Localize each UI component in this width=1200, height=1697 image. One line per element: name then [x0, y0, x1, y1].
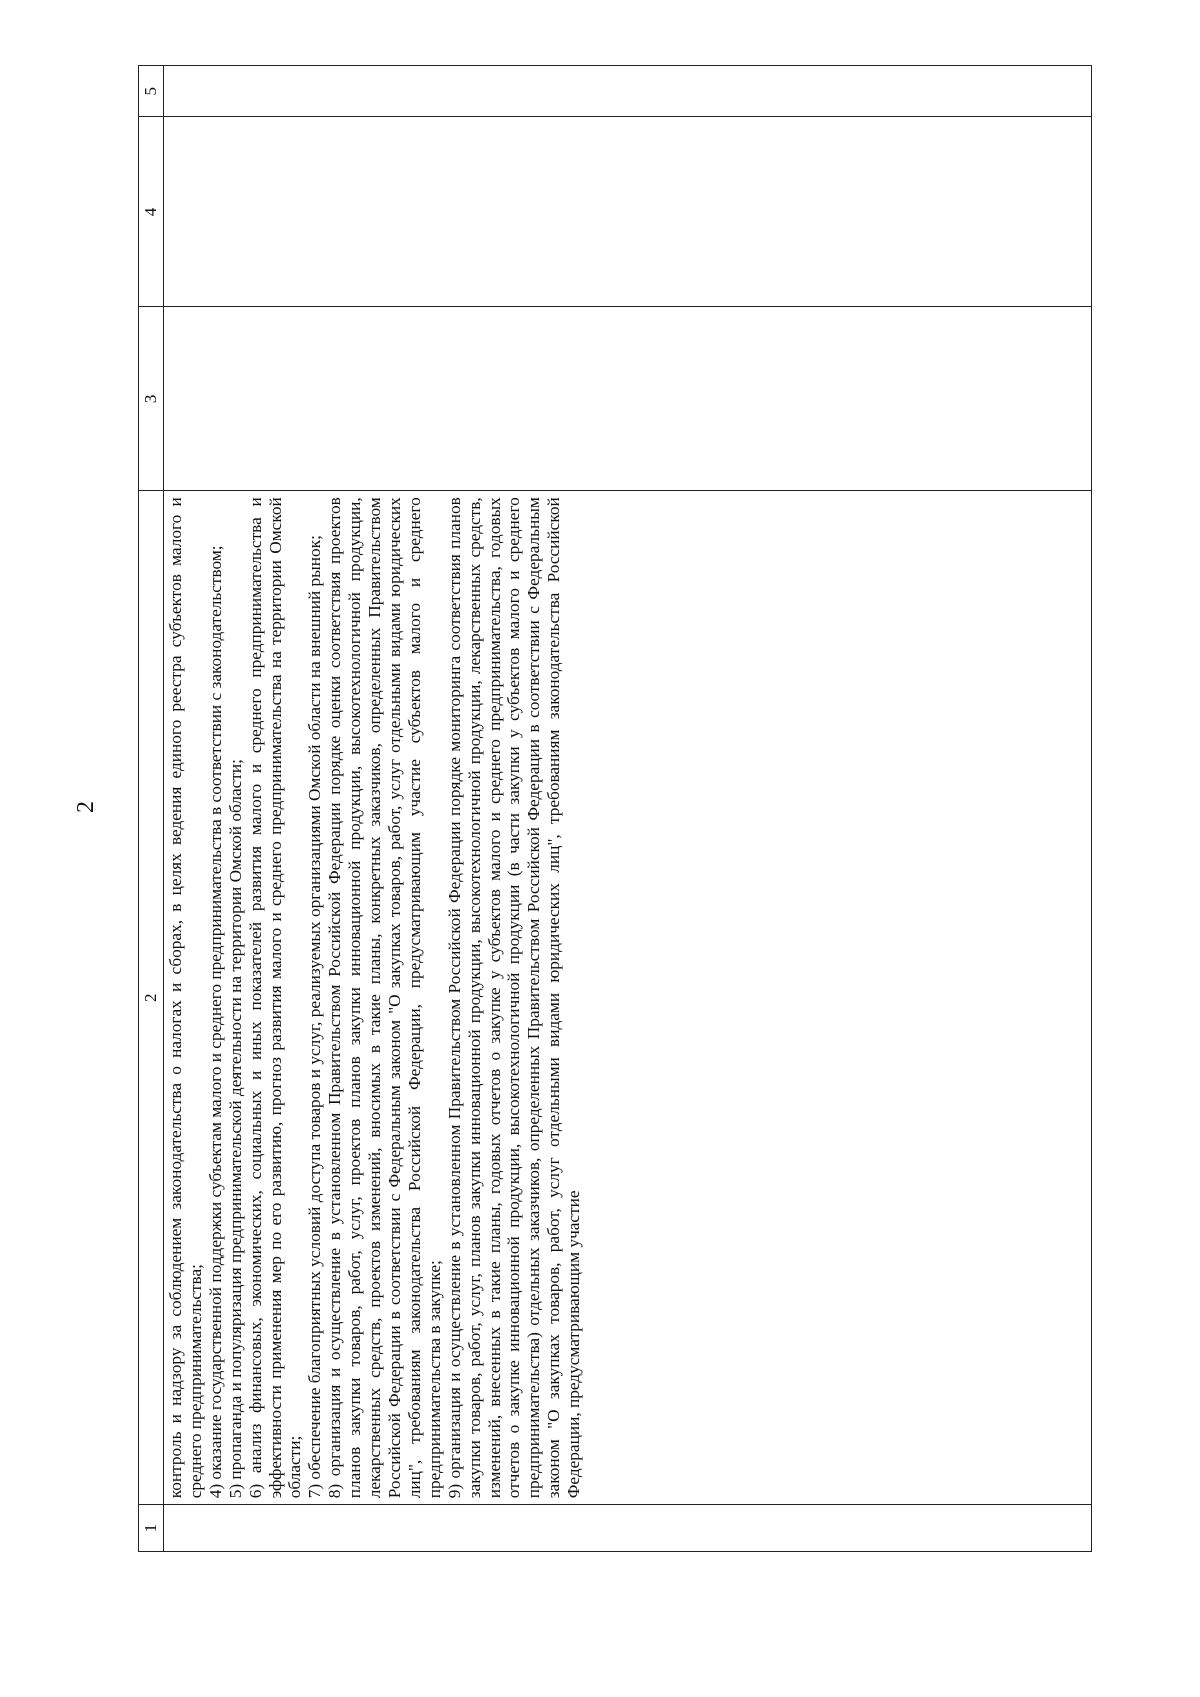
paragraph: 6) анализ финансовых, экономических, социальных и иных показателей развития малого и среднего предпринимательства и эффективности применения мер по его развитию, прогноз развития малого и среднего предпринимательства на территории Омской области; — [245, 497, 305, 1499]
cell-column-4 — [164, 117, 1092, 307]
cell-column-5 — [164, 66, 1092, 117]
paragraph: контроль и надзору за соблюдением законодательства о налогах и сборах, в целях ведения единого реестра субъектов малого и среднего предпринимательства; — [166, 497, 205, 1499]
column-header-3: 3 — [139, 307, 164, 491]
paragraph: 5) пропаганда и популяризация предпринимательской деятельности на территории Омской области; — [225, 759, 245, 1499]
column-header-1: 1 — [139, 1505, 164, 1552]
paragraph: 9) организация и осуществление в установленном Правительством Российской Федерации порядке мониторинга соответствия планов закупки товаров, работ, услуг, планов закупки инновационной продукции, высокотехнологичной продукции, лекарственных средств, изменений, внесенных в такие планы, годовых отчетов о закупке у субъектов малого и среднего предпринимательства, годовых отчетов о закупке инновационной продукции, высокотехнологичной продукции (в части закупки у субъектов малого и среднего предпринимательства) отдельных заказчиков, определенных Правительством Российской Федерации в соответствии с Федеральным законом "О закупках товаров, работ, услуг отдельными видами юридических лиц", требованиям законодательства Российской Федерации, предусматривающим участие — [444, 497, 584, 1499]
cell-column-1 — [164, 1505, 1092, 1552]
rotated-table-container — [138, 65, 1092, 1552]
column-header-5: 5 — [139, 66, 164, 117]
table-header-row — [139, 66, 164, 1552]
table-row — [164, 66, 1092, 1552]
cell-column-2 — [164, 491, 1092, 1505]
paragraph: 7) обеспечение благоприятных условий доступа товаров и услуг, реализуемых организациями Омской области на внешний рынок; — [305, 535, 325, 1499]
column-2-text — [164, 491, 584, 1504]
document-table — [138, 65, 1092, 1552]
paragraph: 4) оказание государственной поддержки субъектам малого и среднего предпринимательства в соответствии с законодательством; — [205, 545, 225, 1499]
column-header-4: 4 — [139, 117, 164, 307]
paragraph: 8) организация и осуществление в установленном Правительством Российской Федерации порядке оценки соответствия проектов планов закупки товаров, работ, услуг, проектов планов закупки инновационной продукции, высокотехнологичной продукции, лекарственных средств, проектов изменений, вносимых в такие планы, конкретных заказчиков, определенных Правительством Российской Федерации в соответствии с Федеральным законом "О закупках товаров, работ, услуг отдельными видами юридических лиц", требованиям законодательства Российской Федерации, предусматривающим участие субъектов малого и среднего предпринимательства в закупке; — [325, 497, 444, 1499]
cell-column-3 — [164, 307, 1092, 491]
column-header-2: 2 — [139, 491, 164, 1505]
page-number: 2 — [73, 801, 99, 813]
